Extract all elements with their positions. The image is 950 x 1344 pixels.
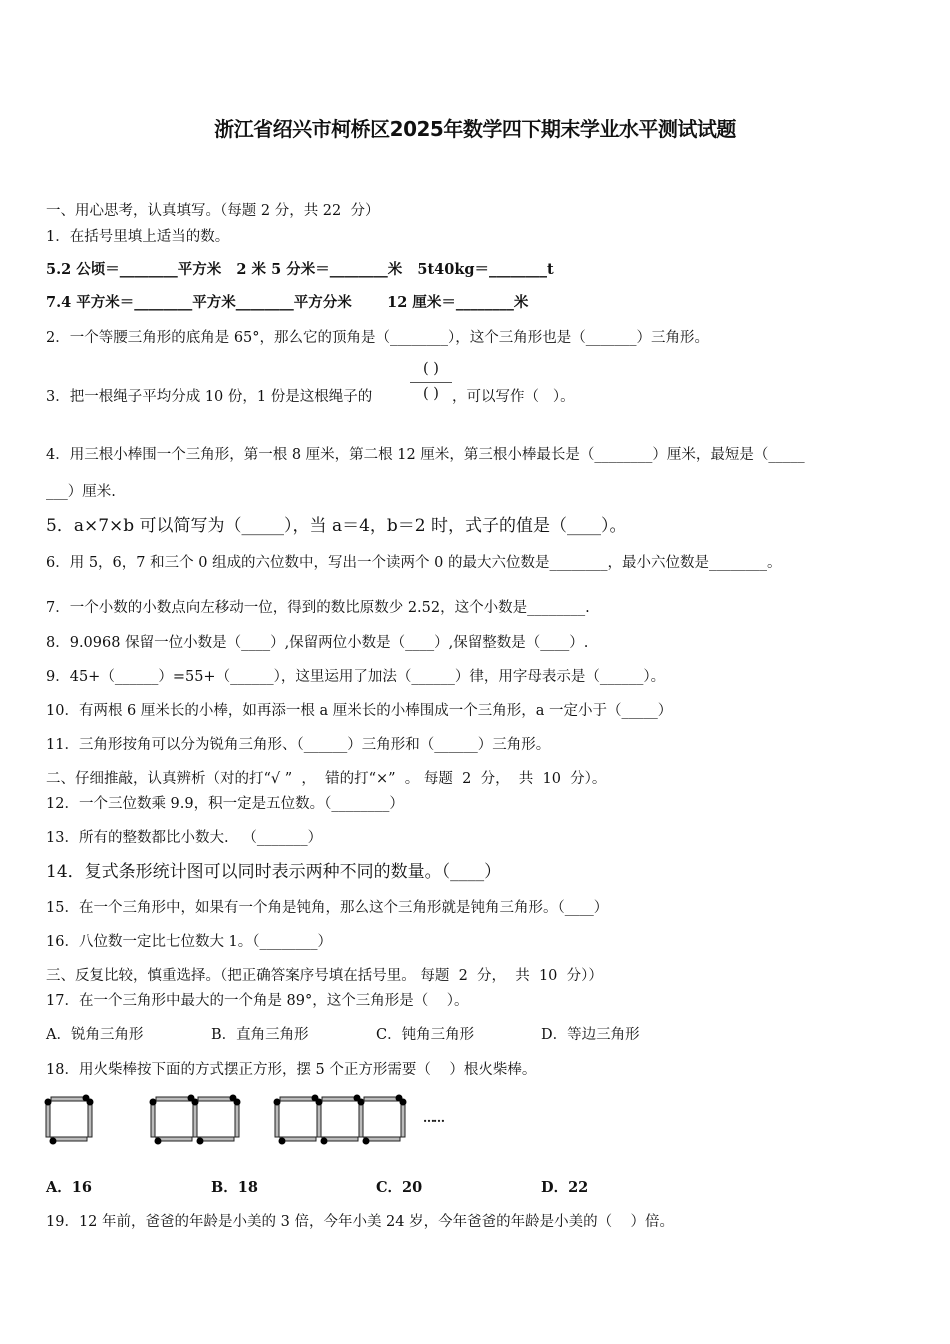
q18-option-b: B．18 <box>211 1179 258 1196</box>
fraction-bar <box>410 382 452 383</box>
question-2: 2．一个等腰三角形的底角是 65°，那么它的顶角是（________），这个三角形也是（_______）三角形。 <box>46 330 710 346</box>
matchstick <box>151 1101 155 1137</box>
matchstick <box>322 1097 358 1101</box>
match-head <box>358 1099 365 1106</box>
question-1-row-1: 5.2 公顷＝________平方米 2 米 5 分米＝________米 5t40kg＝________t <box>46 261 554 278</box>
match-head <box>234 1099 241 1106</box>
question-1: 1．在括号里填上适当的数。 <box>46 229 230 245</box>
match-head <box>279 1138 286 1145</box>
question-4-line-2: ___）厘米. <box>46 484 116 500</box>
match-head <box>192 1099 199 1106</box>
matchstick <box>235 1101 239 1137</box>
figure-ellipsis: …… <box>423 1111 443 1125</box>
question-12: 12．一个三位数乘 9.9，积一定是五位数。（________） <box>46 796 404 812</box>
match-head <box>87 1099 94 1106</box>
question-10: 10．有两根 6 厘米长的小棒，如再添一根 a 厘米长的小棒围成一个三角形，a 一定小于（_____） <box>46 703 673 719</box>
question-3-fraction <box>410 360 452 403</box>
question-7: 7．一个小数的小数点向左移动一位，得到的数比原数少 2.52，这个小数是________. <box>46 600 590 616</box>
question-9: 9．45+（______）=55+（______），这里运用了加法（______）律，用字母表示是（______）。 <box>46 669 666 685</box>
question-3-start: 3．把一根绳子平均分成 10 份，1 份是这根绳子的 <box>46 389 373 405</box>
question-16: 16．八位数一定比七位数大 1。（________） <box>46 934 333 950</box>
q17-option-a: A．锐角三角形 <box>46 1027 144 1043</box>
question-11: 11．三角形按角可以分为锐角三角形、（______）三角形和（______）三角形。 <box>46 737 551 753</box>
matchstick <box>359 1101 363 1137</box>
matchstick <box>193 1101 197 1137</box>
matchstick <box>156 1097 192 1101</box>
matchstick <box>46 1101 50 1137</box>
question-14: 14．复式条形统计图可以同时表示两种不同的数量。（____） <box>46 862 502 882</box>
q18-option-d: D．22 <box>541 1179 589 1196</box>
page-title: 浙江省绍兴市柯桥区2025年数学四下期末学业水平测试试题 <box>214 117 736 141</box>
question-17: 17．在一个三角形中最大的一个角是 89°，这个三角形是（ ）。 <box>46 993 469 1009</box>
question-13: 13．所有的整数都比小数大. （_______） <box>46 830 323 846</box>
match-head <box>45 1099 52 1106</box>
match-head <box>274 1099 281 1106</box>
matchstick <box>275 1101 279 1137</box>
matchstick <box>51 1097 87 1101</box>
section-3-heading: 三、反复比较，慎重选择。（把正确答案序号填在括号里。 每题 2 分， 共 10 分）） <box>46 968 603 984</box>
question-3-end: ，可以写作（ ）。 <box>452 389 575 405</box>
section-1-heading: 一、用心思考，认真填写。（每题 2 分，共 22 分） <box>46 203 380 219</box>
fraction-numerator: ( ) <box>423 361 439 377</box>
matchstick <box>280 1097 316 1101</box>
match-head <box>321 1138 328 1145</box>
q18-option-c: C．20 <box>376 1179 423 1196</box>
match-head <box>400 1099 407 1106</box>
fraction-denominator: ( ) <box>423 386 439 402</box>
matchstick-figure <box>40 1088 480 1148</box>
question-6: 6．用 5，6，7 和三个 0 组成的六位数中，写出一个读两个 0 的最大六位数是________，最小六位数是________。 <box>46 555 782 571</box>
match-head <box>363 1138 370 1145</box>
matchstick <box>401 1101 405 1137</box>
match-head <box>155 1138 162 1145</box>
q17-option-b: B．直角三角形 <box>211 1027 309 1043</box>
match-head <box>197 1138 204 1145</box>
matchstick <box>88 1101 92 1137</box>
matchstick <box>198 1097 234 1101</box>
question-8: 8．9.0968 保留一位小数是（____）,保留两位小数是（____）,保留整数是（____）. <box>46 635 589 651</box>
question-18: 18．用火柴棒按下面的方式摆正方形，摆 5 个正方形需要（ ）根火柴棒。 <box>46 1062 537 1078</box>
question-5: 5．a×7×b 可以简写为（_____），当 a＝4，b＝2 时，式子的值是（____）。 <box>46 516 627 536</box>
matchstick <box>317 1101 321 1137</box>
question-4-line-1: 4．用三根小棒围一个三角形，第一根 8 厘米，第二根 12 厘米，第三根小棒最长是（________）厘米，最短是（_____ <box>46 447 805 463</box>
match-head <box>316 1099 323 1106</box>
q17-option-d: D．等边三角形 <box>541 1027 640 1043</box>
q18-option-a: A．16 <box>46 1179 92 1196</box>
match-head <box>50 1138 57 1145</box>
question-19: 19．12 年前，爸爸的年龄是小美的 3 倍，今年小美 24 岁，今年爸爸的年龄是小美的（ ）倍。 <box>46 1214 675 1230</box>
question-1-row-2: 7.4 平方米＝________平方米________平方分米 12 厘米＝________米 <box>46 294 529 311</box>
q17-option-c: C．钝角三角形 <box>376 1027 475 1043</box>
question-15: 15．在一个三角形中，如果有一个角是钝角，那么这个三角形就是钝角三角形。（____） <box>46 900 609 916</box>
section-2-heading: 二、仔细推敲，认真辨析（对的打“√ ” ， 错的打“×” 。 每题 2 分， 共 10 分）。 <box>46 771 607 787</box>
match-head <box>150 1099 157 1106</box>
matchstick <box>364 1097 400 1101</box>
